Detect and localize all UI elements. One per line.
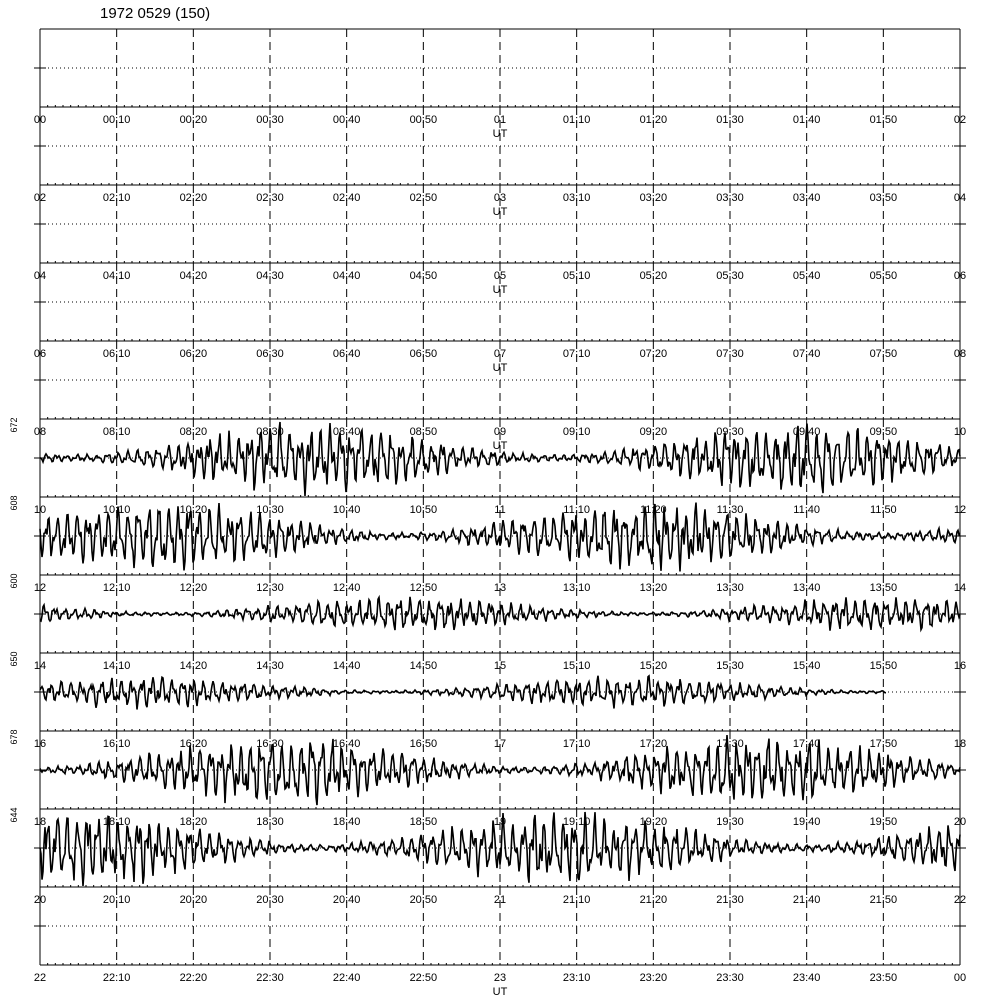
x-axis-label: UT (492, 128, 508, 140)
time-tick-label: 08 (33, 426, 47, 438)
time-tick-label: 18:10 (102, 816, 131, 828)
time-tick-label: 09:40 (792, 426, 821, 438)
chart-title: 1972 0529 (150) (100, 5, 211, 22)
time-tick-label: 17:40 (792, 738, 821, 750)
time-tick-label: 14:10 (102, 660, 131, 672)
time-tick-label: 11:50 (869, 504, 897, 516)
time-tick-label: 17:20 (639, 738, 668, 750)
time-tick-label: 08:40 (332, 426, 361, 438)
time-tick-label: 12 (33, 582, 47, 594)
time-tick-label: 21:10 (562, 894, 591, 906)
time-tick-label: 14 (953, 582, 967, 594)
time-tick-label: 09:20 (639, 426, 668, 438)
time-tick-label: 10:10 (102, 504, 131, 516)
time-tick-label: 15 (493, 660, 507, 672)
time-tick-label: 08:30 (256, 426, 284, 438)
time-tick-label: 07:50 (869, 348, 898, 360)
time-tick-label: 05:50 (869, 270, 898, 282)
time-tick-label: 00:10 (102, 114, 131, 126)
time-tick-label: 21 (493, 894, 507, 906)
time-tick-label: 04:50 (409, 270, 438, 282)
time-tick-label: 08:20 (179, 426, 208, 438)
time-tick-label: 07:30 (716, 348, 744, 360)
time-tick-label: 04 (33, 270, 47, 282)
time-tick-label: 02:50 (409, 192, 438, 204)
time-tick-label: 02 (953, 114, 967, 126)
time-tick-label: 22:40 (332, 972, 361, 984)
time-tick-label: 08:50 (409, 426, 438, 438)
time-tick-label: 00:20 (179, 114, 208, 126)
time-tick-label: 09 (493, 426, 507, 438)
time-tick-label: 17:10 (562, 738, 591, 750)
time-tick-label: 22:30 (256, 972, 284, 984)
time-tick-label: 20:40 (332, 894, 361, 906)
x-axis-label: UT (492, 206, 508, 218)
time-tick-label: 11:30 (716, 504, 744, 516)
time-tick-label: 22:50 (409, 972, 438, 984)
trace-level-label: 608 (9, 495, 19, 511)
time-tick-label: 15:40 (792, 660, 821, 672)
time-tick-label: 20:20 (179, 894, 208, 906)
time-tick-label: 16 (33, 738, 47, 750)
time-tick-label: 16:10 (102, 738, 131, 750)
time-tick-label: 03 (493, 192, 507, 204)
time-tick-label: 03:40 (792, 192, 821, 204)
x-axis-label: UT (492, 284, 508, 296)
time-tick-label: 06:10 (102, 348, 131, 360)
time-tick-label: 02 (33, 192, 47, 204)
time-tick-label: 13:30 (716, 582, 744, 594)
time-tick-label: 15:50 (869, 660, 898, 672)
time-tick-label: 11:20 (639, 504, 667, 516)
time-tick-label: 16:40 (332, 738, 361, 750)
time-tick-label: 03:20 (639, 192, 668, 204)
time-tick-label: 14:40 (332, 660, 361, 672)
time-tick-label: 00:30 (256, 114, 284, 126)
time-tick-label: 00 (953, 972, 967, 984)
time-tick-label: 22 (33, 972, 47, 984)
time-tick-label: 07:20 (639, 348, 668, 360)
time-tick-label: 18:40 (332, 816, 361, 828)
time-tick-label: 13:20 (639, 582, 668, 594)
time-tick-label: 15:20 (639, 660, 668, 672)
time-tick-label: 16 (953, 660, 967, 672)
time-tick-label: 12:20 (179, 582, 208, 594)
time-tick-label: 23:30 (716, 972, 744, 984)
time-tick-label: 22:20 (179, 972, 208, 984)
trace-level-label: 672 (9, 417, 19, 433)
time-tick-label: 17:30 (716, 738, 744, 750)
time-tick-label: 12:10 (102, 582, 131, 594)
x-axis-label: UT (492, 440, 508, 452)
time-tick-label: 01:20 (639, 114, 668, 126)
time-tick-label: 11:40 (793, 504, 821, 516)
time-tick-label: 03:10 (562, 192, 591, 204)
time-tick-label: 16:50 (409, 738, 438, 750)
time-tick-label: 04:40 (332, 270, 361, 282)
time-tick-label: 08 (953, 348, 967, 360)
time-tick-label: 01:10 (562, 114, 591, 126)
time-tick-label: 13 (493, 582, 507, 594)
time-tick-label: 07 (493, 348, 507, 360)
time-tick-label: 15:10 (562, 660, 591, 672)
time-tick-label: 12 (953, 504, 967, 516)
time-tick-label: 06:50 (409, 348, 438, 360)
time-tick-label: 04:10 (102, 270, 131, 282)
waveform-trace (40, 676, 886, 710)
trace-level-label: 644 (9, 807, 19, 823)
time-tick-label: 02:40 (332, 192, 361, 204)
time-tick-label: 04 (953, 192, 967, 204)
time-tick-label: 18:20 (179, 816, 208, 828)
time-tick-label: 22 (953, 894, 967, 906)
time-tick-label: 20:30 (256, 894, 284, 906)
time-tick-label: 18:30 (256, 816, 284, 828)
time-tick-label: 07:10 (562, 348, 591, 360)
time-tick-label: 10:50 (409, 504, 438, 516)
time-tick-label: 14 (33, 660, 47, 672)
time-tick-label: 05:40 (792, 270, 821, 282)
time-tick-label: 19:40 (792, 816, 821, 828)
time-tick-label: 07:40 (792, 348, 821, 360)
time-tick-label: 10:40 (332, 504, 361, 516)
time-tick-label: 05:10 (562, 270, 591, 282)
time-tick-label: 16:30 (256, 738, 284, 750)
time-tick-label: 19:30 (716, 816, 744, 828)
time-tick-label: 04:30 (256, 270, 284, 282)
time-tick-label: 05:20 (639, 270, 668, 282)
time-tick-label: 05:30 (716, 270, 744, 282)
time-tick-label: 21:40 (792, 894, 821, 906)
time-tick-label: 14:50 (409, 660, 438, 672)
time-tick-label: 10:20 (179, 504, 208, 516)
x-axis-label: UT (492, 986, 508, 998)
time-tick-label: 11 (494, 504, 506, 516)
time-tick-label: 21:30 (716, 894, 744, 906)
time-tick-label: 23:40 (792, 972, 821, 984)
time-tick-label: 03:50 (869, 192, 898, 204)
time-tick-label: 23:50 (869, 972, 898, 984)
time-tick-label: 05 (493, 270, 507, 282)
time-tick-label: 03:30 (716, 192, 744, 204)
time-tick-label: 18 (33, 816, 47, 828)
time-tick-label: 17:50 (869, 738, 898, 750)
time-tick-label: 00:40 (332, 114, 361, 126)
time-tick-label: 14:30 (256, 660, 284, 672)
time-tick-label: 19:20 (639, 816, 668, 828)
time-tick-label: 09:50 (869, 426, 898, 438)
time-tick-label: 20:50 (409, 894, 438, 906)
time-tick-label: 20 (953, 816, 967, 828)
time-tick-label: 22:10 (102, 972, 131, 984)
trace-level-label: 678 (9, 729, 19, 745)
time-tick-label: 12:30 (256, 582, 284, 594)
time-tick-label: 21:50 (869, 894, 898, 906)
time-tick-label: 01:30 (716, 114, 744, 126)
time-tick-label: 06:30 (256, 348, 284, 360)
time-tick-label: 18 (953, 738, 967, 750)
time-tick-label: 20 (33, 894, 47, 906)
trace-level-label: 650 (9, 651, 19, 667)
time-tick-label: 02:20 (179, 192, 208, 204)
time-tick-label: 06:20 (179, 348, 208, 360)
time-tick-label: 16:20 (179, 738, 208, 750)
time-tick-label: 10 (33, 504, 47, 516)
time-tick-label: 04:20 (179, 270, 208, 282)
time-tick-label: 09:10 (562, 426, 591, 438)
time-tick-label: 23:20 (639, 972, 668, 984)
time-tick-label: 13:40 (792, 582, 821, 594)
time-tick-label: 13:50 (869, 582, 898, 594)
time-tick-label: 13:10 (562, 582, 591, 594)
time-tick-label: 06 (953, 270, 967, 282)
time-tick-label: 11:10 (563, 504, 591, 516)
time-tick-label: 00:50 (409, 114, 438, 126)
time-tick-label: 06:40 (332, 348, 361, 360)
time-tick-label: 18:50 (409, 816, 438, 828)
time-tick-label: 09:30 (716, 426, 744, 438)
time-tick-label: 00 (33, 114, 47, 126)
time-tick-label: 21:20 (639, 894, 668, 906)
time-tick-label: 01 (493, 114, 507, 126)
time-tick-label: 20:10 (102, 894, 131, 906)
time-tick-label: 12:40 (332, 582, 361, 594)
time-tick-label: 23 (493, 972, 507, 984)
time-tick-label: 01:40 (792, 114, 821, 126)
time-tick-label: 02:10 (102, 192, 131, 204)
trace-level-label: 600 (9, 573, 19, 589)
time-tick-label: 02:30 (256, 192, 284, 204)
time-tick-label: 15:30 (716, 660, 744, 672)
x-axis-label: UT (492, 362, 508, 374)
time-tick-label: 23:10 (562, 972, 591, 984)
time-tick-label: 19:10 (562, 816, 591, 828)
time-tick-label: 17 (493, 738, 507, 750)
time-tick-label: 06 (33, 348, 47, 360)
time-tick-label: 10:30 (256, 504, 284, 516)
time-tick-label: 01:50 (869, 114, 898, 126)
time-tick-label: 10 (953, 426, 967, 438)
time-tick-label: 08:10 (102, 426, 131, 438)
time-tick-label: 19:50 (869, 816, 898, 828)
time-tick-label: 19 (493, 816, 507, 828)
time-tick-label: 12:50 (409, 582, 438, 594)
time-tick-label: 14:20 (179, 660, 208, 672)
